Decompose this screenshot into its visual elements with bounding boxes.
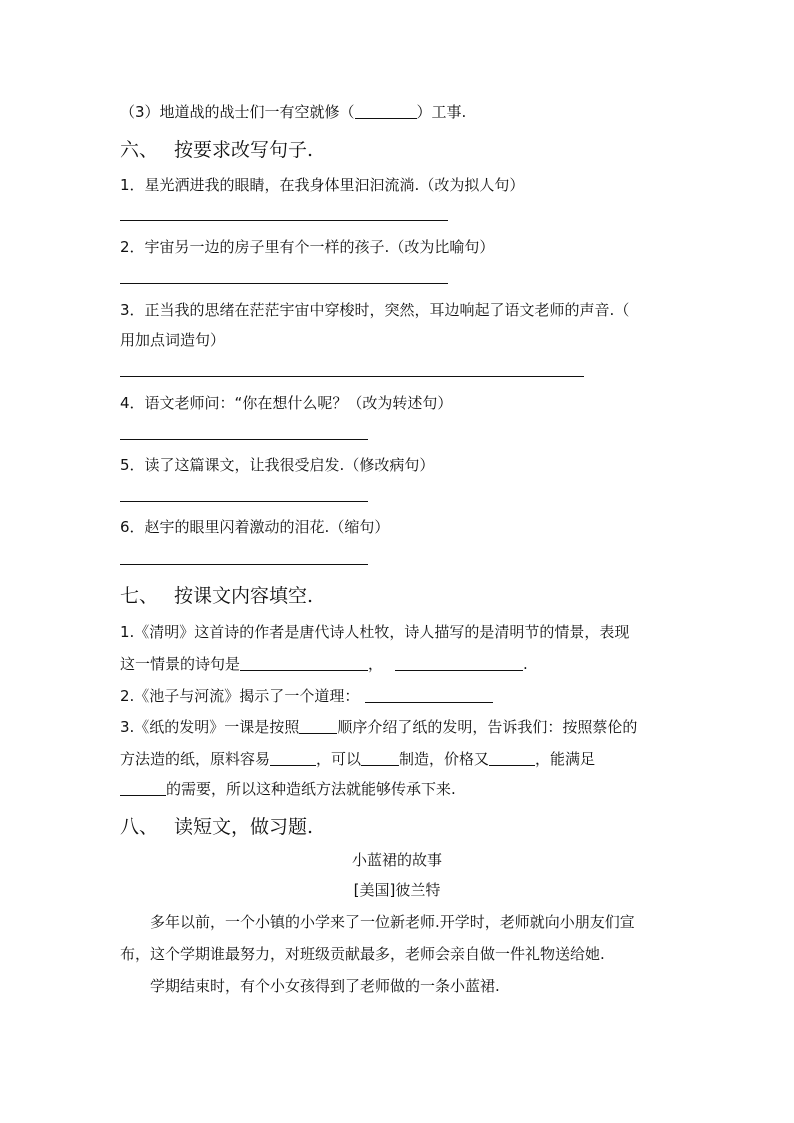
fill-item-2 — [120, 686, 493, 706]
rewrite-item-5: 5．读了这篇课文，让我很受启发.（修改病句） — [120, 456, 435, 474]
answer-blank[interactable] — [395, 656, 523, 671]
answer-blank[interactable] — [361, 751, 399, 766]
section-number: 七、 — [120, 585, 159, 607]
answer-blank[interactable] — [365, 688, 493, 703]
section-title: 读短文，做习题. — [174, 816, 314, 838]
story-paragraph-1-line-2: 布，这个学期谁最努力，对班级贡献最多，老师会亲自做一件礼物送给她. — [120, 945, 605, 963]
fill-text: ， — [368, 655, 384, 673]
fill-blank-question-3 — [120, 102, 466, 122]
question-text: （3）地道战的战士们一有空就修（ — [120, 103, 355, 121]
fill-item-1-line-2 — [120, 654, 528, 674]
fill-text: 制造，价格又 — [399, 750, 490, 768]
rewrite-item-4: 4．语文老师问：“你在想什么呢？（改为转述句） — [120, 394, 453, 412]
story-paragraph-2: 学期结束时，有个小女孩得到了老师做的一条小蓝裙. — [150, 977, 500, 995]
fill-text: 这一情景的诗句是 — [120, 655, 241, 673]
section-number: 六、 — [120, 139, 159, 161]
story-title: 小蓝裙的故事 — [351, 851, 442, 869]
fill-text: 3.《纸的发明》一课是按照 — [120, 718, 300, 736]
question-text-end: ）工事. — [416, 103, 467, 121]
answer-line-3[interactable] — [120, 376, 584, 377]
answer-blank[interactable] — [355, 104, 417, 119]
answer-line-4[interactable] — [120, 439, 368, 440]
section-7-heading — [120, 584, 313, 608]
rewrite-item-1: 1．星光洒进我的眼睛，在我身体里汩汩流淌.（改为拟人句） — [120, 176, 525, 194]
answer-line-6[interactable] — [120, 564, 368, 565]
answer-line-2[interactable] — [120, 283, 448, 284]
section-6-heading — [120, 138, 313, 162]
fill-item-3-line-1 — [120, 717, 637, 737]
rewrite-item-3: 3．正当我的思绪在茫茫宇宙中穿梭时，突然，耳边响起了语文老师的声音.（ — [120, 301, 630, 319]
section-title: 按要求改写句子. — [174, 139, 314, 161]
fill-item-3-line-2 — [120, 749, 595, 769]
story-paragraph-1-line-1: 多年以前，一个小镇的小学来了一位新老师.开学时，老师就向小朋友们宣 — [150, 913, 635, 931]
fill-text: 2.《池子与河流》揭示了一个道理： — [120, 687, 360, 705]
answer-blank[interactable] — [299, 719, 337, 734]
answer-blank[interactable] — [489, 751, 535, 766]
answer-blank[interactable] — [240, 656, 368, 671]
section-number: 八、 — [120, 816, 159, 838]
fill-item-3-line-3 — [120, 779, 456, 799]
fill-text: ，可以 — [316, 750, 362, 768]
fill-text: 顺序介绍了纸的发明，告诉我们：按照蔡伦的 — [337, 718, 638, 736]
fill-text: ，能满足 — [535, 750, 596, 768]
section-8-heading — [120, 815, 313, 839]
rewrite-item-6: 6．赵宇的眼里闪着激动的泪花.（缩句） — [120, 518, 390, 536]
answer-line-5[interactable] — [120, 501, 368, 502]
fill-text: 方法造的纸，原料容易 — [120, 750, 271, 768]
fill-item-1-line-1: 1.《清明》这首诗的作者是唐代诗人杜牧，诗人描写的是清明节的情景，表现 — [120, 623, 630, 641]
rewrite-item-2: 2．宇宙另一边的房子里有个一样的孩子.（改为比喻句） — [120, 238, 495, 256]
section-title: 按课文内容填空. — [174, 585, 314, 607]
answer-blank[interactable] — [120, 781, 166, 796]
rewrite-item-3-cont: 用加点词造句） — [120, 331, 226, 349]
answer-line-1[interactable] — [120, 220, 448, 221]
answer-blank[interactable] — [270, 751, 316, 766]
fill-text: 的需要，所以这种造纸方法就能够传承下来. — [166, 780, 456, 798]
story-author: [美国]彼兰特 — [353, 881, 441, 899]
fill-text: . — [523, 655, 528, 673]
